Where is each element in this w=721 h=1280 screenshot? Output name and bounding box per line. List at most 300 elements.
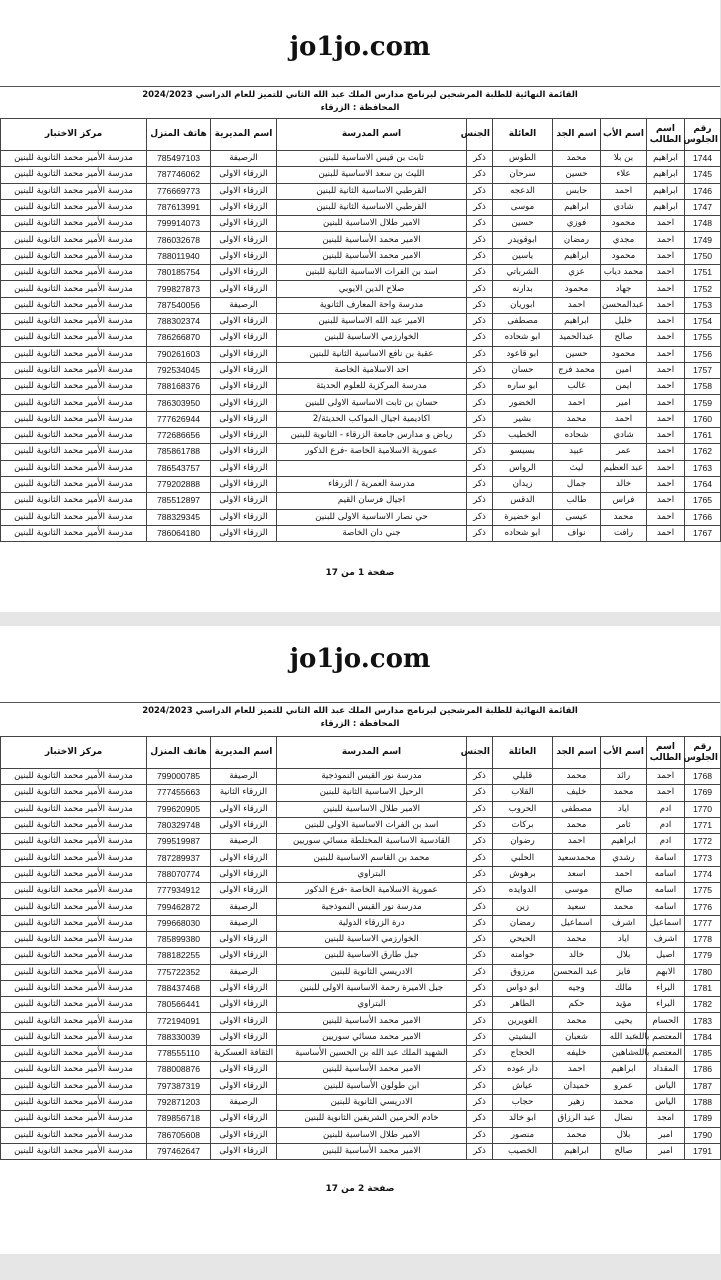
test-center-cell: مدرسة الأمير محمد الثانوية للبنين — [1, 866, 147, 882]
family-name-cell: زيدان — [493, 476, 553, 492]
father-name-cell: بلال — [601, 948, 647, 964]
family-name-cell: رمضان — [493, 915, 553, 931]
home-phone-cell: 799620905 — [147, 801, 211, 817]
father-name-cell: يحيى — [601, 1013, 647, 1029]
table-row — [1, 834, 721, 850]
column-header: اسم الطالب — [647, 119, 685, 151]
directorate-cell: الزرقاء الاولى — [211, 1111, 277, 1127]
father-name-cell: ثامر — [601, 817, 647, 833]
column-header: اسم المديرية — [211, 119, 277, 151]
document-title: القائمة النهائية للطلبة المرشحين لبرنامج مدارس الملك عبد الله الثاني للتميز للعام الدراسي 2024/2023 — [142, 90, 578, 100]
school-name-cell: الشهيد الملك عبد الله بن الحسين الأساسية — [277, 1046, 467, 1062]
father-name-cell: جهاد — [601, 281, 647, 297]
home-phone-cell: 790261603 — [147, 346, 211, 362]
table-row — [1, 265, 721, 281]
father-name-cell: صالح — [601, 1143, 647, 1159]
column-header: الجنس — [467, 737, 493, 769]
gender-cell: ذكر — [467, 834, 493, 850]
student-name-cell: اسماعيل — [647, 915, 685, 931]
directorate-cell: الزرقاء الاولى — [211, 493, 277, 509]
gender-cell: ذكر — [467, 769, 493, 785]
grandfather-name-cell: سعيد — [553, 899, 601, 915]
column-header: اسم المديرية — [211, 737, 277, 769]
seat-number-cell: 1755 — [685, 330, 721, 346]
grandfather-name-cell: موسى — [553, 883, 601, 899]
home-phone-cell: 785497103 — [147, 151, 211, 167]
seat-number-cell: 1772 — [685, 834, 721, 850]
father-name-cell: محمد — [601, 1094, 647, 1110]
directorate-cell: الزرقاء الاولى — [211, 850, 277, 866]
column-header: اسم الأب — [601, 119, 647, 151]
seat-number-cell: 1756 — [685, 346, 721, 362]
test-center-cell: مدرسة الأمير محمد الثانوية للبنين — [1, 428, 147, 444]
table-row — [1, 801, 721, 817]
table-row — [1, 346, 721, 362]
grandfather-name-cell: محمد — [553, 1127, 601, 1143]
home-phone-cell: 797462647 — [147, 1143, 211, 1159]
table-row — [1, 948, 721, 964]
test-center-cell: مدرسة الأمير محمد الثانوية للبنين — [1, 931, 147, 947]
test-center-cell: مدرسة الأمير محمد الثانوية للبنين — [1, 476, 147, 492]
directorate-cell: الرصيفة — [211, 769, 277, 785]
father-name-cell: اياد — [601, 801, 647, 817]
home-phone-cell: 788011940 — [147, 248, 211, 264]
directorate-cell: الزرقاء الاولى — [211, 866, 277, 882]
family-name-cell: الحلبي — [493, 850, 553, 866]
student-name-cell: امير — [647, 1127, 685, 1143]
directorate-cell: الزرقاء الاولى — [211, 1062, 277, 1078]
directorate-cell: الزرقاء الاولى — [211, 199, 277, 215]
table-row — [1, 525, 721, 541]
family-name-cell: ابوريان — [493, 297, 553, 313]
family-name-cell: القلاب — [493, 785, 553, 801]
home-phone-cell: 799519987 — [147, 834, 211, 850]
test-center-cell: مدرسة الأمير محمد الثانوية للبنين — [1, 1094, 147, 1110]
test-center-cell: مدرسة الأمير محمد الثانوية للبنين — [1, 980, 147, 996]
school-name-cell: مدرسة العمرية / الزرقاء — [277, 476, 467, 492]
test-center-cell: مدرسة الأمير محمد الثانوية للبنين — [1, 346, 147, 362]
father-name-cell: ابراهيم — [601, 1062, 647, 1078]
table-row — [1, 899, 721, 915]
directorate-cell: الزرقاء الاولى — [211, 509, 277, 525]
grandfather-name-cell: حميدان — [553, 1078, 601, 1094]
seat-number-cell: 1791 — [685, 1143, 721, 1159]
grandfather-name-cell: محمدسعيد — [553, 850, 601, 866]
test-center-cell: مدرسة الأمير محمد الثانوية للبنين — [1, 281, 147, 297]
directorate-cell: الرصيفة — [211, 915, 277, 931]
grandfather-name-cell: ابراهيم — [553, 1143, 601, 1159]
student-name-cell: البراء — [647, 980, 685, 996]
gender-cell: ذكر — [467, 428, 493, 444]
directorate-cell: الزرقاء الاولى — [211, 1143, 277, 1159]
school-name-cell: عمورية الاسلامية الخاصة -فرع الذكور — [277, 444, 467, 460]
school-name-cell: رياض و مدارس جامعة الزرقاء - الثانوية للبنين — [277, 428, 467, 444]
family-name-cell: الدقس — [493, 493, 553, 509]
directorate-cell: الرصيفة — [211, 834, 277, 850]
directorate-cell: الرصيفة — [211, 297, 277, 313]
father-name-cell: اياد — [601, 931, 647, 947]
father-name-cell: بلال — [601, 1127, 647, 1143]
seat-number-cell: 1786 — [685, 1062, 721, 1078]
father-name-cell: صالح — [601, 330, 647, 346]
candidates-table — [0, 118, 721, 542]
table-row — [1, 379, 721, 395]
father-name-cell: احمد — [601, 183, 647, 199]
student-name-cell: احمد — [647, 769, 685, 785]
family-name-cell: برهوش — [493, 866, 553, 882]
gender-cell: ذكر — [467, 493, 493, 509]
student-name-cell: احمد — [647, 362, 685, 378]
grandfather-name-cell: شحاده — [553, 428, 601, 444]
family-name-cell: الرواس — [493, 460, 553, 476]
home-phone-cell: 787746062 — [147, 167, 211, 183]
column-header: اسم المدرسة — [277, 737, 467, 769]
family-name-cell: دار عوده — [493, 1062, 553, 1078]
family-name-cell: مرزوق — [493, 964, 553, 980]
seat-number-cell: 1767 — [685, 525, 721, 541]
grandfather-name-cell: احمد — [553, 834, 601, 850]
home-phone-cell: 786303950 — [147, 395, 211, 411]
home-phone-cell: 787540056 — [147, 297, 211, 313]
grandfather-name-cell: احمد — [553, 297, 601, 313]
table-row — [1, 769, 721, 785]
site-watermark: jo1jo.com — [289, 32, 431, 62]
gender-cell: ذكر — [467, 232, 493, 248]
table-row — [1, 1062, 721, 1078]
test-center-cell: مدرسة الأمير محمد الثانوية للبنين — [1, 1013, 147, 1029]
school-name-cell: البتراوي — [277, 866, 467, 882]
family-name-cell: الحيحي — [493, 931, 553, 947]
father-name-cell: محمد — [601, 785, 647, 801]
grandfather-name-cell: غالب — [553, 379, 601, 395]
test-center-cell: مدرسة الأمير محمد الثانوية للبنين — [1, 1029, 147, 1045]
student-name-cell: احمد — [647, 281, 685, 297]
student-name-cell: اسامه — [647, 883, 685, 899]
directorate-cell: الزرقاء الاولى — [211, 1127, 277, 1143]
seat-number-cell: 1750 — [685, 248, 721, 264]
student-name-cell: احمد — [647, 476, 685, 492]
table-header-row — [1, 119, 721, 151]
school-name-cell: صلاح الدين الايوبي — [277, 281, 467, 297]
home-phone-cell: 799462872 — [147, 899, 211, 915]
family-name-cell: ابو شحاده — [493, 525, 553, 541]
school-name-cell: الرحيل الاساسية الثانية للبنين — [277, 785, 467, 801]
family-name-cell: زين — [493, 899, 553, 915]
student-name-cell: احمد — [647, 525, 685, 541]
directorate-cell: الزرقاء الاولى — [211, 948, 277, 964]
family-name-cell: مصطفى — [493, 313, 553, 329]
family-name-cell: الحروب — [493, 801, 553, 817]
school-name-cell: ثابت بن قيس الاساسية للبنين — [277, 151, 467, 167]
grandfather-name-cell: عبيد — [553, 444, 601, 460]
column-header: الجنس — [467, 119, 493, 151]
directorate-cell: الزرقاء الاولى — [211, 330, 277, 346]
test-center-cell: مدرسة الأمير محمد الثانوية للبنين — [1, 899, 147, 915]
gender-cell: ذكر — [467, 297, 493, 313]
father-name-cell: عبد العظيم — [601, 460, 647, 476]
father-name-cell: محمود — [601, 248, 647, 264]
grandfather-name-cell: اسعد — [553, 866, 601, 882]
home-phone-cell: 785861788 — [147, 444, 211, 460]
gender-cell: ذكر — [467, 411, 493, 427]
father-name-cell: خليل — [601, 313, 647, 329]
grandfather-name-cell: ابراهيم — [553, 248, 601, 264]
table-row — [1, 997, 721, 1013]
student-name-cell: احمد — [647, 509, 685, 525]
family-name-cell: موسى — [493, 199, 553, 215]
test-center-cell: مدرسة الأمير محمد الثانوية للبنين — [1, 997, 147, 1013]
seat-number-cell: 1779 — [685, 948, 721, 964]
gender-cell: ذكر — [467, 313, 493, 329]
home-phone-cell: 772686656 — [147, 428, 211, 444]
column-header: اسم الطالب — [647, 737, 685, 769]
gender-cell: ذكر — [467, 931, 493, 947]
father-name-cell: احمد — [601, 866, 647, 882]
father-name-cell: ايمن — [601, 379, 647, 395]
home-phone-cell: 780185754 — [147, 265, 211, 281]
table-row — [1, 1127, 721, 1143]
directorate-cell: الزرقاء الاولى — [211, 444, 277, 460]
seat-number-cell: 1789 — [685, 1111, 721, 1127]
seat-number-cell: 1761 — [685, 428, 721, 444]
grandfather-name-cell: مصطفى — [553, 801, 601, 817]
school-name-cell: الامير محمد الأساسية للبنين — [277, 1143, 467, 1159]
school-name-cell: عمورية الاسلامية الخاصة -فرع الذكور — [277, 883, 467, 899]
column-header: اسم الجد — [553, 737, 601, 769]
school-name-cell: اكاديمية اجيال المواكب الحديثة/2 — [277, 411, 467, 427]
test-center-cell: مدرسة الأمير محمد الثانوية للبنين — [1, 493, 147, 509]
governorate-label: المحافظة : الزرقاء — [320, 719, 400, 729]
student-name-cell: ابراهيم — [647, 151, 685, 167]
home-phone-cell: 797387319 — [147, 1078, 211, 1094]
gender-cell: ذكر — [467, 1078, 493, 1094]
home-phone-cell: 788329345 — [147, 509, 211, 525]
seat-number-cell: 1768 — [685, 769, 721, 785]
table-row — [1, 362, 721, 378]
test-center-cell: مدرسة الأمير محمد الثانوية للبنين — [1, 379, 147, 395]
seat-number-cell: 1775 — [685, 883, 721, 899]
home-phone-cell: 780329748 — [147, 817, 211, 833]
seat-number-cell: 1785 — [685, 1046, 721, 1062]
home-phone-cell: 789856718 — [147, 1111, 211, 1127]
seat-number-cell: 1781 — [685, 980, 721, 996]
home-phone-cell: 799000785 — [147, 769, 211, 785]
grandfather-name-cell: محمد — [553, 151, 601, 167]
gender-cell: ذكر — [467, 899, 493, 915]
table-row — [1, 915, 721, 931]
directorate-cell: الزرقاء الاولى — [211, 817, 277, 833]
school-name-cell: الادريسي الثانوية للبنين — [277, 964, 467, 980]
seat-number-cell: 1766 — [685, 509, 721, 525]
student-name-cell: ادم — [647, 817, 685, 833]
father-name-cell: احمد — [601, 411, 647, 427]
test-center-cell: مدرسة الأمير محمد الثانوية للبنين — [1, 395, 147, 411]
student-name-cell: احمد — [647, 265, 685, 281]
home-phone-cell: 778555110 — [147, 1046, 211, 1062]
home-phone-cell: 788302374 — [147, 313, 211, 329]
family-name-cell: ابو خضيرة — [493, 509, 553, 525]
grandfather-name-cell: محمد — [553, 769, 601, 785]
gender-cell: ذكر — [467, 476, 493, 492]
home-phone-cell: 777934912 — [147, 883, 211, 899]
grandfather-name-cell: فوزي — [553, 216, 601, 232]
seat-number-cell: 1746 — [685, 183, 721, 199]
grandfather-name-cell: وجيه — [553, 980, 601, 996]
grandfather-name-cell: نواف — [553, 525, 601, 541]
father-name-cell: امير — [601, 395, 647, 411]
seat-number-cell: 1776 — [685, 899, 721, 915]
table-row — [1, 411, 721, 427]
directorate-cell: الرصيفة — [211, 899, 277, 915]
table-row — [1, 931, 721, 947]
father-name-cell: مجدي — [601, 232, 647, 248]
column-header: العائلة — [493, 119, 553, 151]
family-name-cell: حسين — [493, 216, 553, 232]
test-center-cell: مدرسة الأمير محمد الثانوية للبنين — [1, 948, 147, 964]
student-name-cell: احمد — [647, 428, 685, 444]
school-name-cell: احد الاسلامية الخاصة — [277, 362, 467, 378]
school-name-cell: الامير محمد الأساسية للبنين — [277, 1062, 467, 1078]
school-name-cell: الامير طلال الاساسية للبنين — [277, 1127, 467, 1143]
table-body — [1, 769, 721, 1160]
table-row — [1, 460, 721, 476]
school-name-cell: خادم الحرمين الشريفين الثانوية للبنين — [277, 1111, 467, 1127]
father-name-cell: شادي — [601, 428, 647, 444]
table-row — [1, 883, 721, 899]
gender-cell: ذكر — [467, 964, 493, 980]
home-phone-cell: 777455663 — [147, 785, 211, 801]
family-name-cell: حوامنه — [493, 948, 553, 964]
school-name-cell: مدرسة المركزية للعلوم الحديثة — [277, 379, 467, 395]
test-center-cell: مدرسة الأمير محمد الثانوية للبنين — [1, 1143, 147, 1159]
family-name-cell: الخضور — [493, 395, 553, 411]
home-phone-cell: 786543757 — [147, 460, 211, 476]
school-name-cell: جبل طارق الاساسية للبنين — [277, 948, 467, 964]
directorate-cell: الزرقاء الاولى — [211, 525, 277, 541]
directorate-cell: الزرقاء الثانية — [211, 785, 277, 801]
seat-number-cell: 1764 — [685, 476, 721, 492]
gender-cell: ذكر — [467, 915, 493, 931]
school-name-cell: الامير محمد الأساسية للبنين — [277, 232, 467, 248]
father-name-cell: صالح — [601, 883, 647, 899]
school-name-cell: الامير عبد الله الاساسية للبنين — [277, 313, 467, 329]
test-center-cell: مدرسة الأمير محمد الثانوية للبنين — [1, 444, 147, 460]
school-name-cell: اسد بن الفرات الاساسية الاولى للبنين — [277, 817, 467, 833]
test-center-cell: مدرسة الأمير محمد الثانوية للبنين — [1, 313, 147, 329]
grandfather-name-cell: ابراهيم — [553, 199, 601, 215]
family-name-cell: ابو ساره — [493, 379, 553, 395]
test-center-cell: مدرسة الأمير محمد الثانوية للبنين — [1, 297, 147, 313]
school-name-cell: الامير محمد الأساسية للبنين — [277, 248, 467, 264]
test-center-cell: مدرسة الأمير محمد الثانوية للبنين — [1, 265, 147, 281]
table-row — [1, 216, 721, 232]
gender-cell: ذكر — [467, 980, 493, 996]
family-name-cell: الطاهر — [493, 997, 553, 1013]
father-name-cell: اشرف — [601, 915, 647, 931]
student-name-cell: امير — [647, 1143, 685, 1159]
school-name-cell: الخوارزمي الاساسية للبنين — [277, 931, 467, 947]
test-center-cell: مدرسة الأمير محمد الثانوية للبنين — [1, 850, 147, 866]
table-row — [1, 232, 721, 248]
home-phone-cell: 799827873 — [147, 281, 211, 297]
school-name-cell: القادسية الاساسية المختلطة مسائي سوريين — [277, 834, 467, 850]
student-name-cell: البراء — [647, 997, 685, 1013]
gender-cell: ذكر — [467, 151, 493, 167]
seat-number-cell: 1757 — [685, 362, 721, 378]
grandfather-name-cell: اسماعيل — [553, 915, 601, 931]
table-row — [1, 1111, 721, 1127]
family-name-cell: الشرباتي — [493, 265, 553, 281]
directorate-cell: الزرقاء الاولى — [211, 931, 277, 947]
directorate-cell: الرصيفة — [211, 151, 277, 167]
directorate-cell: الزرقاء الاولى — [211, 801, 277, 817]
student-name-cell: اسامه — [647, 899, 685, 915]
directorate-cell: الزرقاء الاولى — [211, 216, 277, 232]
school-name-cell: الخوارزمي الاساسية للبنين — [277, 330, 467, 346]
test-center-cell: مدرسة الأمير محمد الثانوية للبنين — [1, 769, 147, 785]
student-name-cell: ابراهيم — [647, 183, 685, 199]
column-header: مركز الاختبار — [1, 119, 147, 151]
seat-number-cell: 1747 — [685, 199, 721, 215]
father-name-cell: امين — [601, 362, 647, 378]
gender-cell: ذكر — [467, 395, 493, 411]
grandfather-name-cell: حابس — [553, 183, 601, 199]
student-name-cell: احمد — [647, 379, 685, 395]
directorate-cell: الرصيفة — [211, 964, 277, 980]
test-center-cell: مدرسة الأمير محمد الثانوية للبنين — [1, 883, 147, 899]
school-name-cell: البتراوي — [277, 997, 467, 1013]
directorate-cell: الزرقاء الاولى — [211, 1078, 277, 1094]
gender-cell: ذكر — [467, 801, 493, 817]
table-row — [1, 167, 721, 183]
student-name-cell: احمد — [647, 313, 685, 329]
family-name-cell: منصور — [493, 1127, 553, 1143]
table-row — [1, 493, 721, 509]
grandfather-name-cell: محمود — [553, 281, 601, 297]
school-name-cell: مدرسة نور القيس النموذجية — [277, 769, 467, 785]
directorate-cell: الزرقاء الاولى — [211, 313, 277, 329]
gender-cell: ذكر — [467, 948, 493, 964]
directorate-cell: الزرقاء الاولى — [211, 428, 277, 444]
table-row — [1, 866, 721, 882]
column-header: اسم الجد — [553, 119, 601, 151]
document-page-1 — [0, 0, 720, 612]
student-name-cell: احمد — [647, 395, 685, 411]
student-name-cell: ادم — [647, 834, 685, 850]
home-phone-cell: 788182255 — [147, 948, 211, 964]
seat-number-cell: 1760 — [685, 411, 721, 427]
school-name-cell: اجيال فرسان القيم — [277, 493, 467, 509]
seat-number-cell: 1758 — [685, 379, 721, 395]
school-name-cell: القرطبي الاساسية الثانية للبنين — [277, 183, 467, 199]
grandfather-name-cell: محمد — [553, 1013, 601, 1029]
table-row — [1, 785, 721, 801]
gender-cell: ذكر — [467, 199, 493, 215]
directorate-cell: الثقافة العسكرية — [211, 1046, 277, 1062]
test-center-cell: مدرسة الأمير محمد الثانوية للبنين — [1, 460, 147, 476]
test-center-cell: مدرسة الأمير محمد الثانوية للبنين — [1, 525, 147, 541]
home-phone-cell: 792871203 — [147, 1094, 211, 1110]
seat-number-cell: 1769 — [685, 785, 721, 801]
grandfather-name-cell: احمد — [553, 1062, 601, 1078]
father-name-cell: بن بلا — [601, 151, 647, 167]
column-header: العائلة — [493, 737, 553, 769]
gender-cell: ذكر — [467, 850, 493, 866]
directorate-cell: الزرقاء الاولى — [211, 476, 277, 492]
seat-number-cell: 1777 — [685, 915, 721, 931]
table-row — [1, 980, 721, 996]
table-row — [1, 444, 721, 460]
